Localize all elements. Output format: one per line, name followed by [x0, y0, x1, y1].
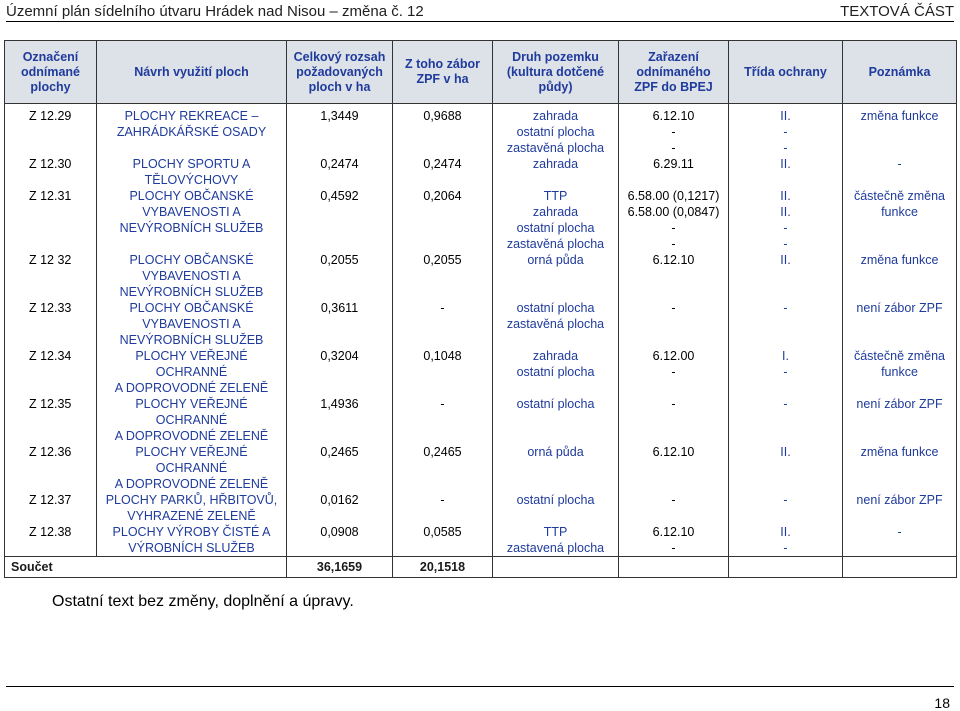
cell-use-line: NEVÝROBNÍCH SLUŽEB	[119, 285, 264, 299]
cell-use	[97, 108, 287, 156]
cell-kind	[493, 492, 619, 524]
table-row	[5, 108, 957, 156]
cell-class-line: -	[783, 237, 788, 251]
cell-total: 0,2474	[287, 156, 393, 188]
cell-total: 1,3449	[287, 108, 393, 156]
cell-use	[97, 156, 287, 188]
cell-note	[843, 396, 957, 444]
cell-use-line: VYHRAZENÉ ZELENĚ	[127, 509, 256, 523]
table-row	[5, 492, 957, 524]
cell-note	[843, 444, 957, 492]
cell-note	[843, 252, 957, 300]
cell-kind	[493, 396, 619, 444]
cell-use-line: A DOPROVODNÉ ZELENĚ	[114, 381, 269, 395]
cell-use-line: NEVÝROBNÍCH SLUŽEB	[119, 333, 264, 347]
cell-kind	[493, 444, 619, 492]
cell-class	[729, 188, 843, 252]
table-body	[5, 104, 957, 578]
cell-bpej-line: 6.29.11	[653, 157, 694, 171]
table-row	[5, 156, 957, 188]
cell-use-line: PLOCHY REKREACE –	[124, 109, 259, 123]
cell-note	[843, 300, 957, 348]
cell-kind-line: orná půda	[527, 445, 584, 459]
cell-kind-line: zahrada	[532, 349, 579, 363]
cell-use	[97, 492, 287, 524]
cell-code: Z 12.38	[5, 524, 97, 557]
closing-note: Ostatní text bez změny, doplnění a úpravy.	[52, 593, 354, 610]
cell-kind	[493, 300, 619, 348]
cell-code: Z 12.37	[5, 492, 97, 524]
cell-code: Z 12.34	[5, 348, 97, 396]
cell-kind	[493, 252, 619, 300]
cell-class	[729, 348, 843, 396]
cell-note-line: funkce	[881, 365, 918, 379]
cell-class-line: I.	[782, 349, 789, 363]
cell-total: 0,2055	[287, 252, 393, 300]
cell-kind-line: zahrada	[532, 109, 579, 123]
cell-bpej-line: -	[671, 541, 676, 555]
cell-kind-line: zastavěná plocha	[506, 237, 605, 251]
sum-empty-cell	[619, 557, 729, 578]
cell-bpej-line: 6.12.10	[652, 525, 695, 539]
cell-use-line: PLOCHY VEŘEJNÉ OCHRANNÉ	[135, 445, 248, 475]
cell-note-line: -	[897, 157, 902, 171]
cell-class-line: -	[783, 397, 788, 411]
sum-label: Součet	[5, 557, 287, 578]
cell-class	[729, 396, 843, 444]
cell-kind-line: ostatní plocha	[516, 493, 595, 507]
cell-bpej-line: 6.12.10	[652, 253, 695, 267]
cell-kind-line: ostatní plocha	[516, 125, 595, 139]
document-title: Územní plán sídelního útvaru Hrádek nad Nisou – změna č. 12	[6, 2, 424, 20]
cell-code: Z 12.30	[5, 156, 97, 188]
land-use-table	[4, 40, 957, 578]
cell-zpf: -	[393, 396, 493, 444]
table-row	[5, 348, 957, 396]
cell-class-line: II.	[780, 205, 791, 219]
cell-note-line: -	[897, 525, 902, 539]
cell-class-line: II.	[780, 445, 791, 459]
cell-class-line: -	[783, 493, 788, 507]
cell-kind	[493, 108, 619, 156]
cell-bpej-line: 6.58.00 (0,0847)	[627, 205, 720, 219]
cell-note	[843, 492, 957, 524]
cell-use	[97, 444, 287, 492]
cell-kind-line: TTP	[543, 189, 568, 203]
cell-class	[729, 252, 843, 300]
cell-use	[97, 396, 287, 444]
cell-use	[97, 524, 287, 557]
cell-bpej	[619, 300, 729, 348]
table-row	[5, 444, 957, 492]
cell-kind-line: zastavená plocha	[506, 541, 605, 555]
cell-bpej	[619, 348, 729, 396]
cell-use-line: ZAHRÁDKÁŘSKÉ OSADY	[116, 125, 267, 139]
cell-kind-line: zastavěná plocha	[506, 141, 605, 155]
col-header-bpej: Zařazení odnímaného ZPF do BPEJ	[619, 41, 729, 104]
page-footer	[6, 686, 954, 711]
cell-use-line: A DOPROVODNÉ ZELENĚ	[114, 477, 269, 491]
cell-zpf: 0,2055	[393, 252, 493, 300]
cell-class	[729, 300, 843, 348]
cell-bpej-line: 6.12.10	[652, 445, 695, 459]
col-header-class: Třída ochrany	[729, 41, 843, 104]
cell-zpf: 0,2474	[393, 156, 493, 188]
cell-code: Z 12.29	[5, 108, 97, 156]
cell-total: 0,3611	[287, 300, 393, 348]
cell-note	[843, 524, 957, 557]
cell-bpej	[619, 396, 729, 444]
table-row	[5, 396, 957, 444]
cell-note	[843, 108, 957, 156]
cell-kind-line: ostatní plocha	[516, 301, 595, 315]
cell-use-line: PLOCHY OBČANSKÉ	[129, 189, 254, 203]
cell-note	[843, 348, 957, 396]
cell-kind-line: zastavěná plocha	[506, 317, 605, 331]
cell-total: 0,2465	[287, 444, 393, 492]
sum-empty-cell	[493, 557, 619, 578]
sum-row	[5, 557, 957, 578]
cell-use-line: VÝROBNÍCH SLUŽEB	[128, 541, 255, 555]
cell-zpf: 0,1048	[393, 348, 493, 396]
cell-note-line: není zábor ZPF	[856, 493, 943, 507]
sum-empty-cell	[843, 557, 957, 578]
running-header	[6, 0, 954, 22]
cell-use-line: NEVÝROBNÍCH SLUŽEB	[119, 221, 264, 235]
cell-zpf: -	[393, 492, 493, 524]
cell-class-line: II.	[780, 525, 791, 539]
cell-class	[729, 108, 843, 156]
cell-use	[97, 252, 287, 300]
cell-note-line: změna funkce	[860, 109, 939, 123]
cell-kind-line: TTP	[543, 525, 568, 539]
col-header-note: Poznámka	[843, 41, 957, 104]
cell-bpej	[619, 524, 729, 557]
cell-use-line: PLOCHY VÝROBY ČISTÉ A	[112, 525, 271, 539]
cell-class-line: -	[783, 221, 788, 235]
cell-total: 0,3204	[287, 348, 393, 396]
cell-code: Z 12.31	[5, 188, 97, 252]
cell-use-line: TĚLOVÝCHOVY	[144, 173, 239, 187]
cell-use-line: PLOCHY VEŘEJNÉ OCHRANNÉ	[135, 397, 248, 427]
table-row	[5, 252, 957, 300]
header-row	[5, 41, 957, 104]
cell-class	[729, 524, 843, 557]
cell-class	[729, 444, 843, 492]
cell-bpej	[619, 108, 729, 156]
cell-code: Z 12.35	[5, 396, 97, 444]
cell-class-line: II.	[780, 109, 791, 123]
cell-use-line: A DOPROVODNÉ ZELENĚ	[114, 429, 269, 443]
cell-note	[843, 156, 957, 188]
cell-use	[97, 348, 287, 396]
cell-bpej-line: -	[671, 493, 676, 507]
cell-total: 1,4936	[287, 396, 393, 444]
sum-empty-cell	[729, 557, 843, 578]
cell-note-line: změna funkce	[860, 253, 939, 267]
cell-kind-line: zahrada	[532, 157, 579, 171]
cell-bpej-line: 6.12.00	[652, 349, 695, 363]
table-row	[5, 524, 957, 557]
cell-use-line: VYBAVENOSTI A	[142, 317, 241, 331]
table-row	[5, 300, 957, 348]
cell-kind-line: ostatní plocha	[516, 397, 595, 411]
cell-class-line: -	[783, 141, 788, 155]
cell-bpej-line: -	[671, 365, 676, 379]
cell-bpej	[619, 156, 729, 188]
cell-use-line: PLOCHY OBČANSKÉ	[129, 253, 254, 267]
sum-zpf: 20,1518	[393, 557, 493, 578]
cell-bpej-line: 6.58.00 (0,1217)	[627, 189, 720, 203]
col-header-total: Celkový rozsah požadovaných ploch v ha	[287, 41, 393, 104]
col-header-code: Označení odnímané plochy	[5, 41, 97, 104]
cell-code: Z 12 32	[5, 252, 97, 300]
cell-total: 0,0908	[287, 524, 393, 557]
cell-use-line: PLOCHY PARKŮ, HŘBITOVŮ,	[105, 493, 278, 507]
cell-note	[843, 188, 957, 252]
cell-use-line: VYBAVENOSTI A	[142, 269, 241, 283]
cell-bpej-line: -	[671, 141, 676, 155]
cell-note-line: není zábor ZPF	[856, 397, 943, 411]
cell-total: 0,4592	[287, 188, 393, 252]
section-title: TEXTOVÁ ČÁST	[840, 2, 954, 20]
col-header-use: Návrh využití ploch	[97, 41, 287, 104]
cell-total: 0,0162	[287, 492, 393, 524]
cell-bpej-line: 6.12.10	[652, 109, 695, 123]
cell-kind	[493, 156, 619, 188]
cell-class	[729, 492, 843, 524]
cell-code: Z 12.36	[5, 444, 97, 492]
cell-class	[729, 156, 843, 188]
cell-kind	[493, 348, 619, 396]
cell-use-line: PLOCHY OBČANSKÉ	[129, 301, 254, 315]
cell-kind-line: ostatní plocha	[516, 365, 595, 379]
cell-bpej-line: -	[671, 301, 676, 315]
cell-bpej-line: -	[671, 237, 676, 251]
col-header-kind: Druh pozemku (kultura dotčené půdy)	[493, 41, 619, 104]
cell-class-line: -	[783, 301, 788, 315]
cell-zpf: 0,0585	[393, 524, 493, 557]
cell-class-line: II.	[780, 253, 791, 267]
cell-kind	[493, 188, 619, 252]
cell-use-line: VYBAVENOSTI A	[142, 205, 241, 219]
cell-class-line: -	[783, 125, 788, 139]
cell-kind-line: zahrada	[532, 205, 579, 219]
cell-note-line: částečně změna	[853, 189, 946, 203]
cell-zpf: 0,2465	[393, 444, 493, 492]
cell-kind	[493, 524, 619, 557]
cell-bpej-line: -	[671, 397, 676, 411]
cell-class-line: II.	[780, 189, 791, 203]
cell-note-line: změna funkce	[860, 445, 939, 459]
col-header-zpf: Z toho zábor ZPF v ha	[393, 41, 493, 104]
cell-bpej	[619, 444, 729, 492]
cell-class-line: -	[783, 365, 788, 379]
cell-bpej	[619, 188, 729, 252]
cell-zpf: -	[393, 300, 493, 348]
cell-note-line: funkce	[881, 205, 918, 219]
cell-code: Z 12.33	[5, 300, 97, 348]
cell-class-line: -	[783, 541, 788, 555]
cell-kind-line: orná půda	[527, 253, 584, 267]
cell-zpf: 0,2064	[393, 188, 493, 252]
cell-use-line: PLOCHY VEŘEJNÉ OCHRANNÉ	[135, 349, 248, 379]
cell-bpej-line: -	[671, 221, 676, 235]
cell-note-line: není zábor ZPF	[856, 301, 943, 315]
cell-bpej	[619, 252, 729, 300]
cell-use	[97, 188, 287, 252]
cell-class-line: II.	[780, 157, 791, 171]
page-number: 18	[934, 695, 950, 711]
sum-total: 36,1659	[287, 557, 393, 578]
cell-use	[97, 300, 287, 348]
table-row	[5, 188, 957, 252]
cell-use-line: PLOCHY SPORTU A	[132, 157, 251, 171]
table-head	[5, 41, 957, 104]
cell-kind-line: ostatní plocha	[516, 221, 595, 235]
cell-note-line: částečně změna	[853, 349, 946, 363]
cell-bpej	[619, 492, 729, 524]
cell-bpej-line: -	[671, 125, 676, 139]
cell-zpf: 0,9688	[393, 108, 493, 156]
